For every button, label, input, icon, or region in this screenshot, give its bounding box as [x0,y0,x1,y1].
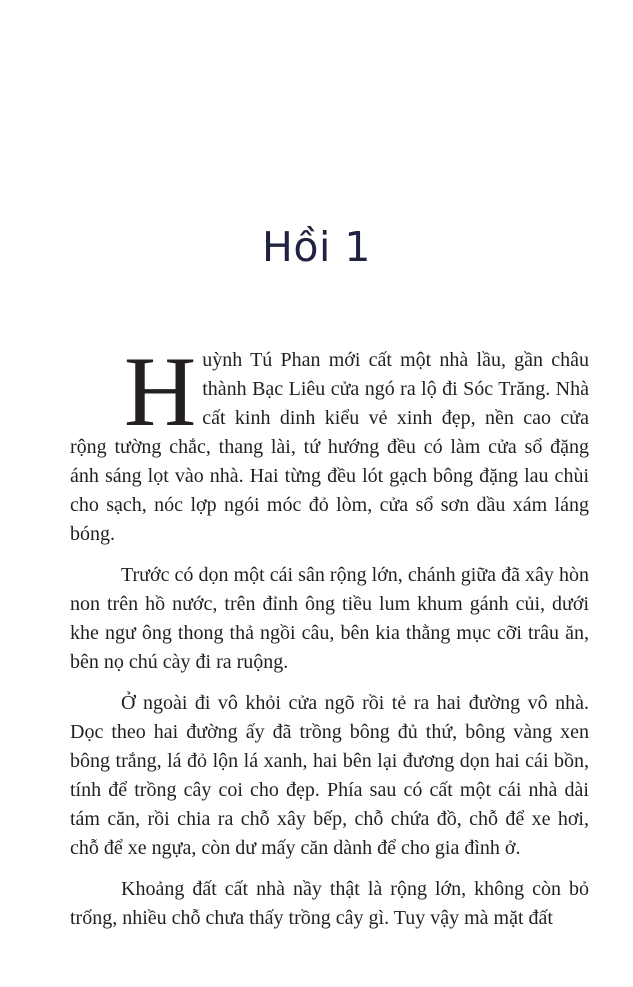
paragraph-1 [70,336,589,549]
chapter-title: Hồi 1 [262,223,371,271]
paragraph-2: Trước có dọn một cái sân rộng lớn, chánh giữa đã xây hòn non trên hồ nước, trên đỉnh ông tiều lum khum gánh củi, dưới khe ngư ông thong thả ngồi câu, bên kia thằng mục cỡi trâu ăn, bên nọ chú cày đi ra ruộng. [70,564,589,673]
paragraph-1-text: uỳnh Tú Phan mới cất một nhà lầu, gần châu thành Bạc Liêu cửa ngó ra lộ đi Sóc Trăng. Nhà cất kinh dinh kiểu vẻ xinh đẹp, nền cao cửa rộng tường chắc, thang lài, tứ hướng đều có làm cửa sổ đặng ánh sáng lọt vào nhà. Hai từng đều lót gạch bông đặng lau chùi cho sạch, nóc lợp ngói móc đỏ lòm, cửa sổ sơn dầu xám láng bóng. [70,349,589,545]
drop-cap-letter: H [124,336,197,447]
chapter-body [70,336,589,945]
paragraph-3: Ở ngoài đi vô khỏi cửa ngõ rồi tẻ ra hai đường vô nhà. Dọc theo hai đường ấy đã trồng bông đủ thứ, bông vàng xen bông trắng, lá đỏ lộn lá xanh, hai bên lại đương dọn hai cái bồn, tính để trồng cây coi cho đẹp. Phía sau có cất một cái nhà dài tám căn, rồi chia ra chỗ xây bếp, chỗ chứa đồ, chỗ để xe hơi, chỗ để xe ngựa, còn dư mấy căn dành để cho gia đình ở. [70,692,589,859]
paragraph-4: Khoảng đất cất nhà nầy thật là rộng lớn, không còn bỏ trống, nhiều chỗ chưa thấy trồng cây gì. Tuy vậy mà mặt đất [70,878,589,929]
